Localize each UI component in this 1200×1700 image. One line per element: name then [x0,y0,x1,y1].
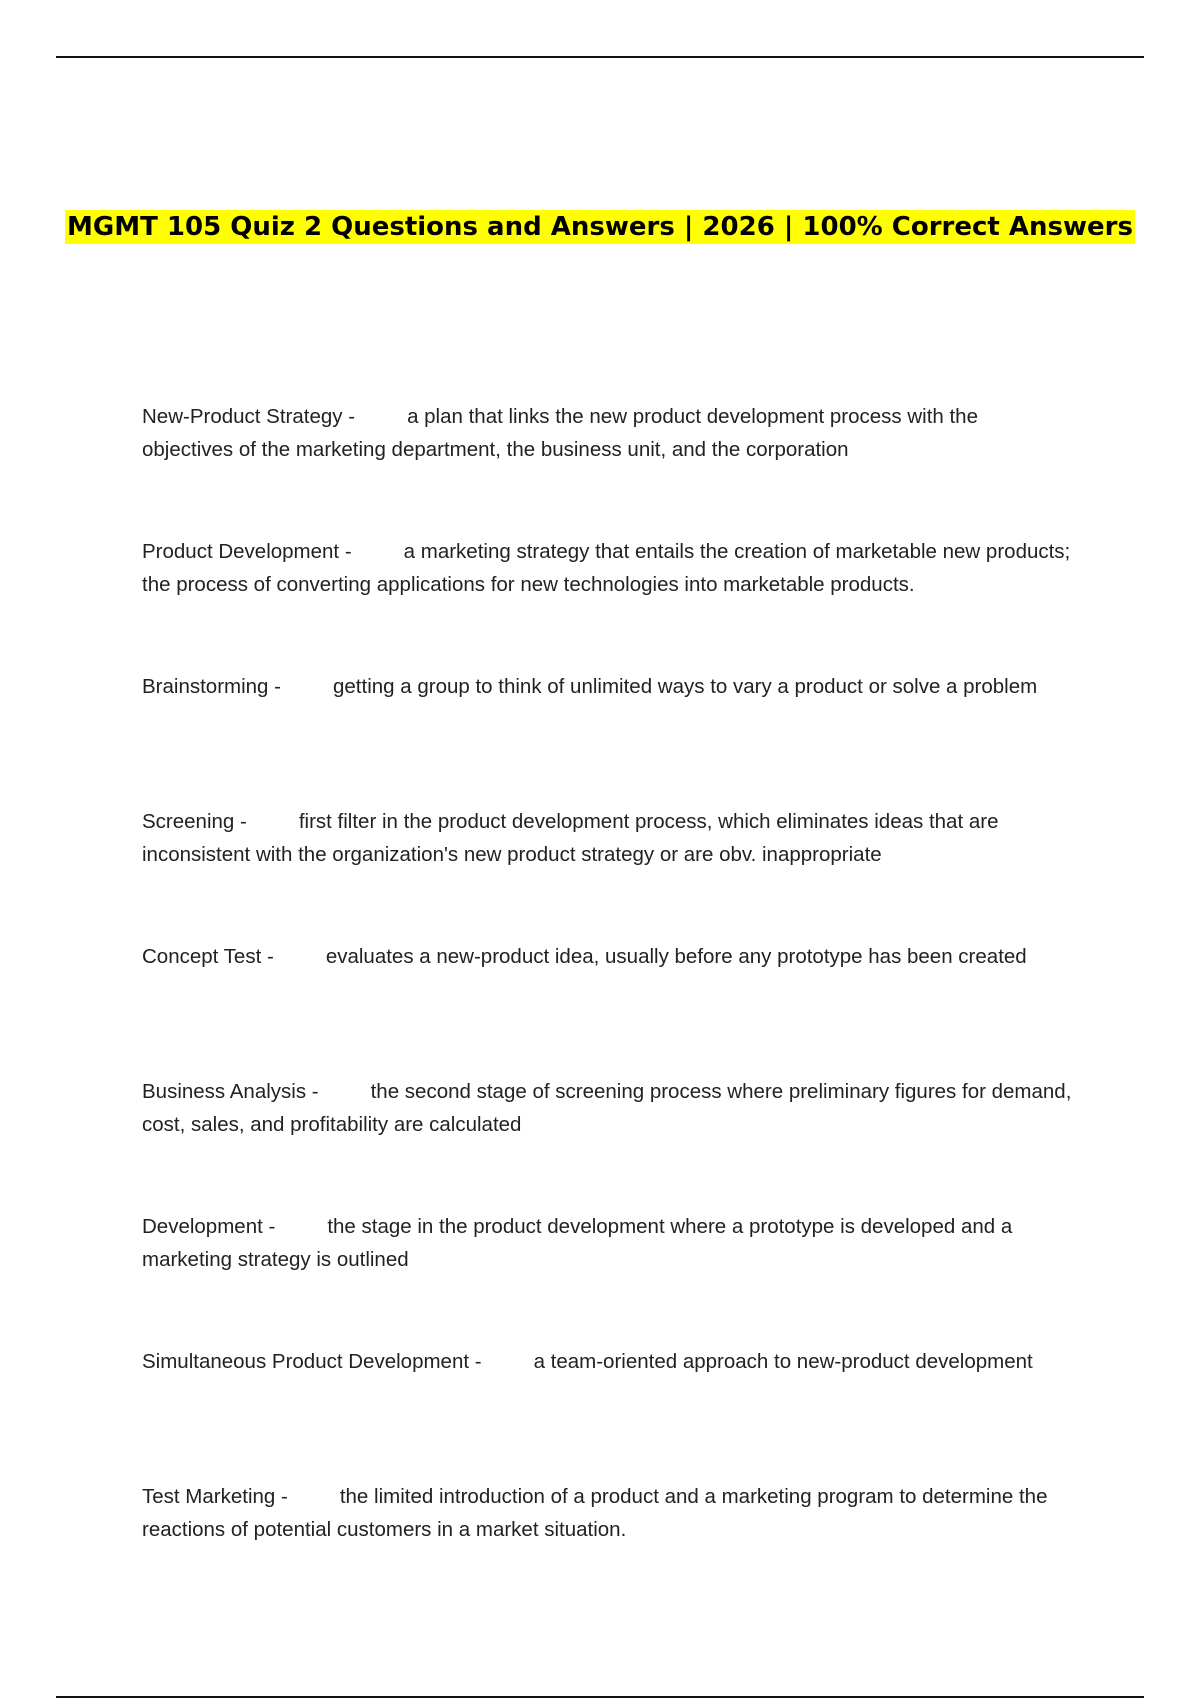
entry-term: Concept Test - [142,945,274,968]
bottom-rule [56,1696,1144,1698]
entry [142,670,1072,805]
entry-term: Screening - [142,810,247,833]
page-title: MGMT 105 Quiz 2 Questions and Answers | 2026 | 100% Correct Answers [67,212,1133,242]
entry-definition: the second stage of screening process where preliminary figures for demand, cost, sales, and profitability are calculated [142,1080,1072,1136]
entry-definition: the stage in the product development where a prototype is developed and a marketing strategy is outlined [142,1215,1013,1271]
entry-definition: first filter in the product development process, which eliminates ideas that are inconsistent with the organization's new product strategy or are obv. inappropriate [142,810,999,866]
entry-term: Development - [142,1215,276,1238]
entry-definition: a marketing strategy that entails the creation of marketable new products; the process of converting applications for new technologies into marketable products. [142,540,1071,596]
entry-definition: evaluates a new-product idea, usually before any prototype has been created [325,945,1027,968]
entry-term: New-Product Strategy - [142,405,356,428]
entry-definition: a team-oriented approach to new-product development [533,1350,1033,1373]
top-rule [56,56,1144,58]
entry-term: Product Development - [142,540,352,563]
entry [142,400,1072,535]
entry [142,1075,1072,1210]
entry-term: Simultaneous Product Development - [142,1350,482,1373]
entry-term: Brainstorming - [142,675,281,698]
entry [142,535,1072,670]
entry-definition: a plan that links the new product development process with the objectives of the marketing department, the business unit, and the corporation [142,405,978,461]
entry-definition: getting a group to think of unlimited ways to vary a product or solve a problem [333,675,1038,698]
entry [142,1345,1072,1480]
title-block [0,208,1200,247]
entry-definition: the limited introduction of a product and a marketing program to determine the reactions of potential customers in a market situation. [142,1485,1048,1541]
entry [142,1480,1072,1615]
entry-list [142,400,1072,1615]
entry-term: Business Analysis - [142,1080,319,1103]
entry [142,805,1072,940]
entry [142,940,1072,1075]
entry [142,1210,1072,1345]
entry-term: Test Marketing - [142,1485,288,1508]
